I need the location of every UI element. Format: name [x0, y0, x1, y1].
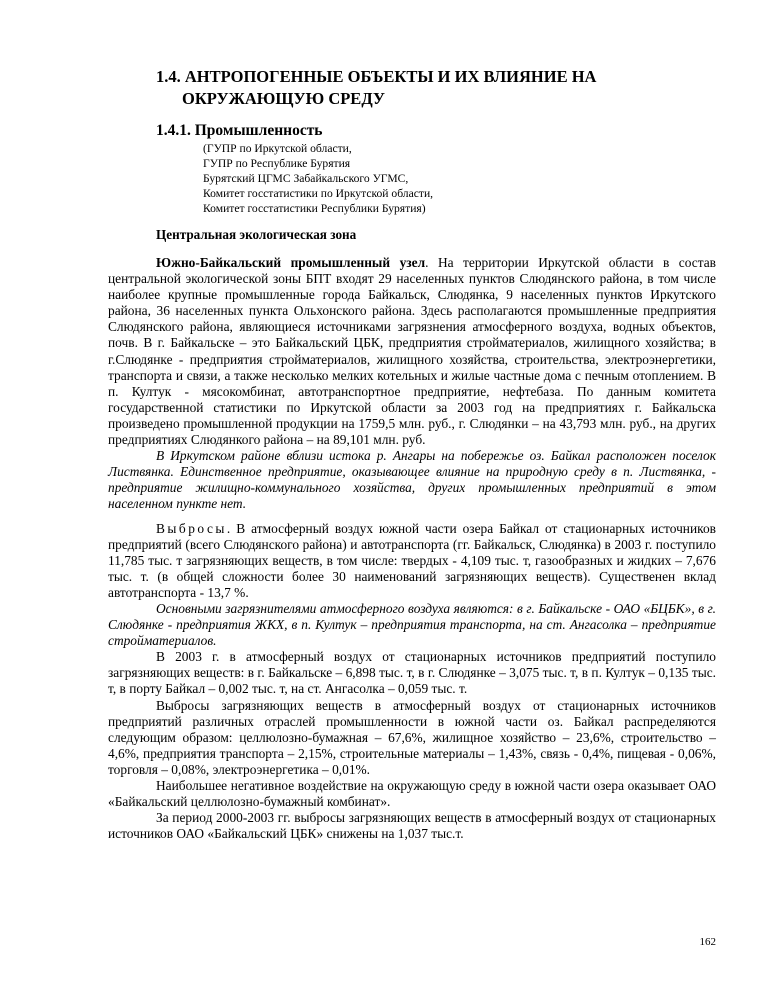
body-text	[108, 255, 716, 842]
section-title-line-1: 1.4. АНТРОПОГЕННЫЕ ОБЪЕКТЫ И ИХ ВЛИЯНИЕ НА	[156, 67, 597, 86]
page-number: 162	[699, 936, 716, 948]
source-line: Комитет госстатистики по Иркутской области,	[203, 187, 434, 200]
paragraph-lead: Выбросы	[156, 520, 227, 536]
source-line: Бурятский ЦГМС Забайкальского УГМС,	[203, 172, 409, 185]
zone-title: Центральная экологическая зона	[156, 227, 357, 242]
sources-list	[203, 141, 603, 216]
paragraph-listvyanka: В Иркутском районе вблизи истока р. Ангары на побережье оз. Байкал расположен поселок Листвянка. Единственное предприятие, оказывающее влияние на природную среду в п. Листвянка, - предприятие жилищно-коммунального хозяйства, других промышленных предприятий в этом населенном пункте нет.	[108, 448, 716, 512]
subsection-title: 1.4.1. Промышленность	[156, 122, 323, 139]
paragraph-text: . На территории Иркутской области в состав центральной экологической зоны БПТ входят 29 населенных пунктов Слюдянского района, в том числе наиболее крупные промышленные города Байкальск, Слюдянка, 9 населенных пунктов Иркутского района, 36 населенных пункта Ольхонского района. Здесь располагаются промышленные предприятия Слюдянского района, являющиеся источниками загрязнения атмосферного воздуха, водных объектов, почв. В г. Байкальске – это Байкальский ЦБК, предприятия стройматериалов, жилищного хозяйства; в г.Слюдянке - предприятия стройматериалов, жилищного хозяйства, строительства, электроэнергетики, транспорта и связи, а также несколько мелких котельных и жилые частные дома с печным отоплением. В п. Култук - мясокомбинат, автотранспортное предприятие, нефтебаза. По данным комитета государственной статистики по Иркутской области за 2003 год на предприятиях г. Байкальска произведено промышленной продукции на 1759,5 млн. руб., г. Слюдянки – на 43,793 млн. руб., на других предприятиях Слюдянкого района – на 89,101 млн. руб.	[108, 255, 716, 448]
source-line: Комитет госстатистики Республики Бурятия)	[203, 202, 426, 215]
paragraph-main-polluters: Основными загрязнителями атмосферного воздуха являются: в г. Байкальске - ОАО «БЦБК», в г. Слюдянке - предприятия ЖКХ, в п. Култук – предприятия транспорта, на ст. Ангасолка – предприятие стройматериалов.	[108, 600, 716, 649]
paragraph-stationary-sources: В 2003 г. в атмосферный воздух от стационарных источников предприятий поступило загрязняющих веществ: в г. Байкальске – 6,898 тыс. т, в г. Слюдянке – 3,075 тыс. т, в п. Култук – 0,135 тыс. т, в порту Байкал – 0,002 тыс. т, на ст. Ангасолка – 0,059 тыс. т.	[108, 649, 716, 697]
source-line: (ГУПР по Иркутской области,	[203, 142, 352, 155]
paragraph-negative-impact: Наибольшее негативное воздействие на окружающую среду в южной части озера оказывает ОАО «Байкальский целлюлозно-бумажный комбинат».	[108, 778, 716, 810]
paragraph-lead: Южно-Байкальский промышленный узел	[156, 255, 426, 270]
paragraph-south-baikal	[108, 255, 716, 448]
section-title-line-2: ОКРУЖАЮЩУЮ СРЕДУ	[182, 89, 385, 108]
paragraph-industry-distribution: Выбросы загрязняющих веществ в атмосферный воздух от стационарных источников предприятий различных отраслей промышленности в южной части оз. Байкал распределяются следующим образом: целлюлозно-бумажная – 67,6%, жилищное хозяйство – 23,6%, строительство – 4,6%, предприятия транспорта – 2,15%, строительные материалы – 1,43%, связь - 0,4%, пищевая - 0,06%, торговля – 0,08%, электроэнергетика – 0,01%.	[108, 697, 716, 777]
source-line: ГУПР по Республике Бурятия	[203, 157, 351, 170]
paragraph-emission-reduction: За период 2000-2003 гг. выбросы загрязняющих веществ в атмосферный воздух от стационарных источников ОАО «Байкальский ЦБК» снижены на 1,037 тыс.т.	[108, 810, 716, 842]
section-title	[156, 66, 716, 110]
paragraph-emissions	[108, 521, 716, 601]
paragraph-text: . В атмосферный воздух южной части озера Байкал от стационарных источников предприятий (всего Слюдянского района) и автотранспорта (гг. Байкальск, Слюдянка) в 2003 г. поступило 11,785 тыс. т загрязняющих веществ, в том числе: твердых - 4,109 тыс. т, газообразных и жидких – 7,676 тыс. т. (в общей сложности более 30 наименований загрязняющих веществ). Существенен вклад автотранспорта - 13,7 %.	[108, 520, 716, 600]
